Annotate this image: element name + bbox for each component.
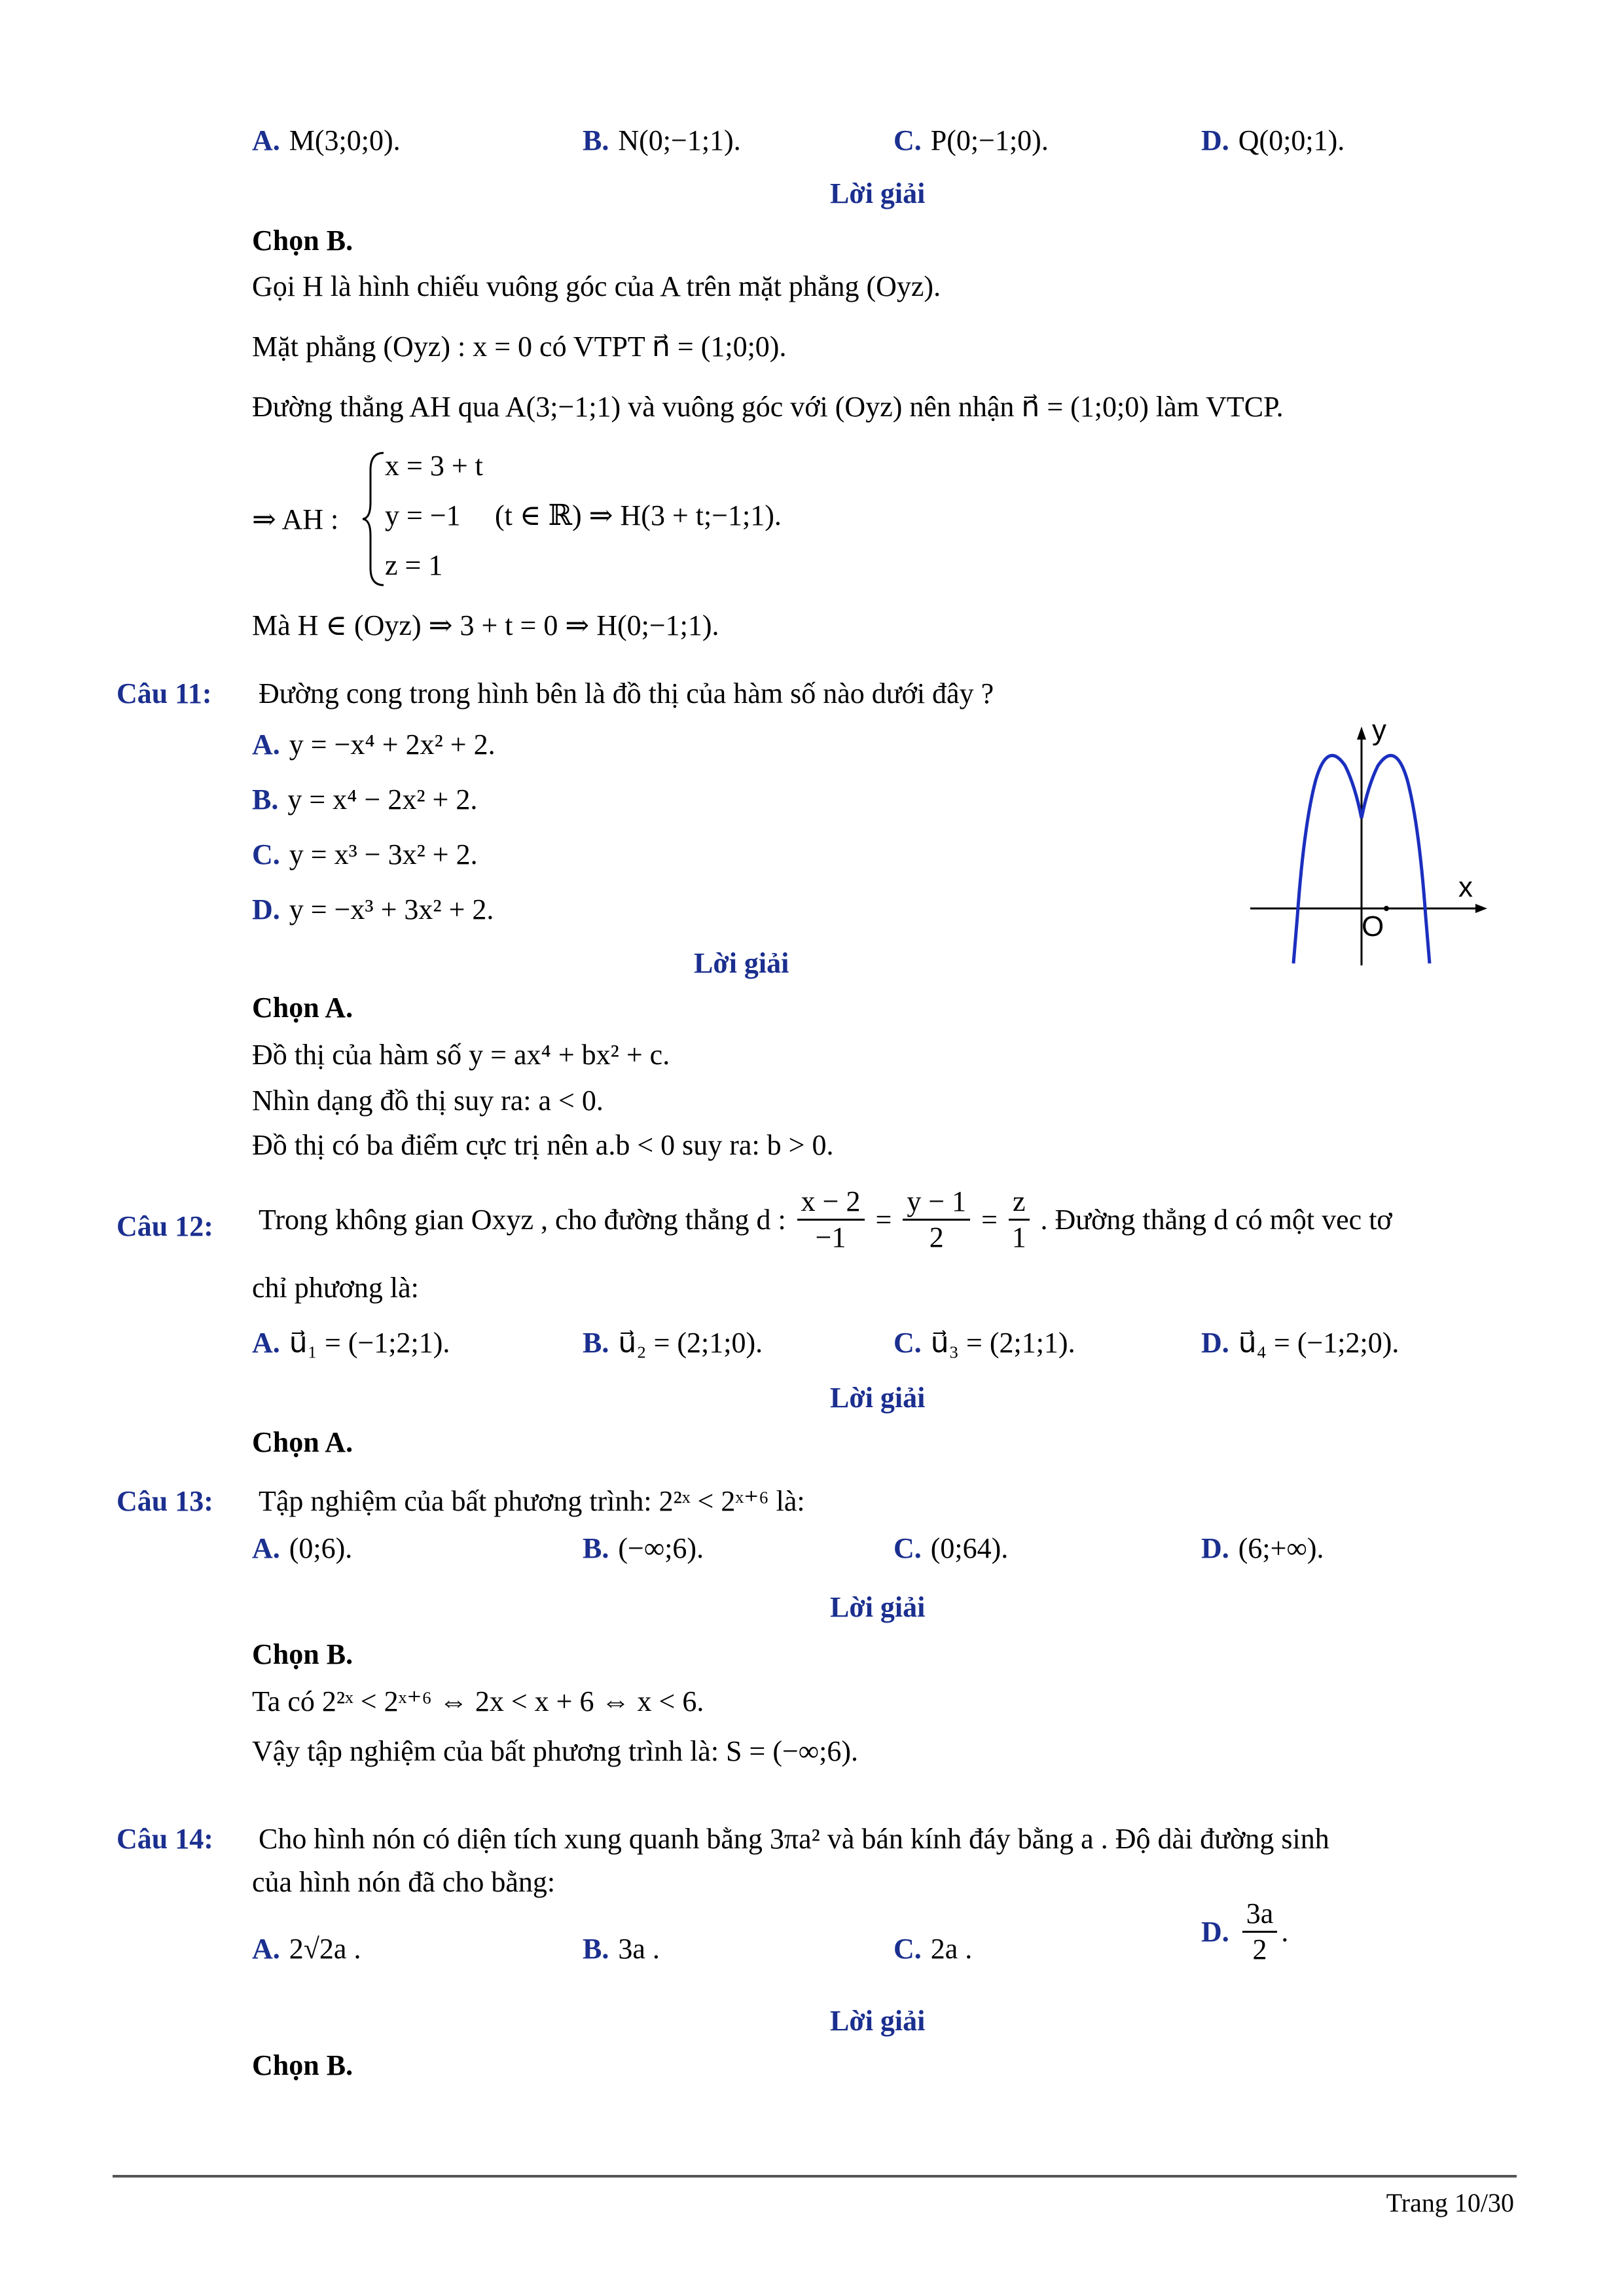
q13-option-a: A. (0;6). xyxy=(252,1532,353,1564)
q12-label: Câu 12: xyxy=(117,1210,213,1242)
q14-option-d: D. $\frac{3a}{2}$ . xyxy=(1201,1897,1289,1965)
q12-option-b: B. u⃗₂ = (2;1;0). xyxy=(583,1327,763,1359)
x-axis-arrow-icon xyxy=(1475,904,1487,913)
q10-line-3: Đường thẳng AH qua A(3;−1;1) và vuông góc với (Oyz) nên nhận n⃗ = (1;0;0) làm VTCP. xyxy=(252,391,1284,423)
q12-option-d: D. u⃗₄ = (−1;2;0). xyxy=(1201,1327,1399,1359)
q14-option-a: A. 2√2a . xyxy=(252,1933,361,1965)
q11-option-c: C. y = x³ − 3x² + 2. xyxy=(252,838,478,870)
q14-choose: Chọn B. xyxy=(252,2049,353,2081)
q10-system-tail: (t ∈ ℝ) ⇒ H(3 + t;−1;1). xyxy=(495,499,782,531)
q13-solution-title: Lời giải xyxy=(830,1591,926,1623)
q12-option-c: C. u⃗₃ = (2;1;1). xyxy=(893,1327,1075,1359)
q11-label: Câu 11: xyxy=(117,677,212,709)
q13-option-b: B. (−∞;6). xyxy=(583,1532,704,1564)
q14-question-line-1: Cho hình nón có diện tích xung quanh bằng 3πa² và bán kính đáy bằng a . Độ dài đường sinh xyxy=(259,1823,1329,1855)
q10-option-d: D. Q(0;0;1). xyxy=(1201,124,1345,156)
q11-option-b: B. y = x⁴ − 2x² + 2. xyxy=(252,783,478,816)
q14-solution-title: Lời giải xyxy=(830,2005,926,2037)
q10-system-eq-1: x = 3 + t xyxy=(385,450,483,482)
q10-system-eq-3: z = 1 xyxy=(385,549,443,581)
q10-line-1: Gọi H là hình chiếu vuông góc của A trên mặt phẳng (Oyz). xyxy=(252,270,941,302)
q10-system-lead: ⇒ AH : xyxy=(252,503,339,535)
q10-system-eq-2: y = −1 xyxy=(385,499,461,531)
q10-line-conclusion: Mà H ∈ (Oyz) ⇒ 3 + t = 0 ⇒ H(0;−1;1). xyxy=(252,609,719,641)
graph-point xyxy=(1384,906,1389,911)
q13-line-1: Ta có 2²ˣ < 2ˣ⁺⁶ ⇔ 2x < x + 6 ⇔ x < 6. xyxy=(252,1685,704,1717)
q14-option-d-fraction: $\frac{3a}{2}$ xyxy=(1242,1897,1278,1967)
q11-line-1: Đồ thị của hàm số y = ax⁴ + bx² + c. xyxy=(252,1039,670,1071)
q13-label: Câu 13: xyxy=(117,1485,213,1517)
q12-question: Trong không gian Oxyz , cho đường thẳng d : $\frac{x - 2}{-1}$ = $\frac{y - 1}{2}$ = $\frac{z}{1}$ . Đường thẳng d có một vec tơ xyxy=(259,1185,1392,1253)
q13-option-c: C. (0;64). xyxy=(893,1532,1009,1564)
x-axis-label: x xyxy=(1458,871,1473,903)
q10-option-c: C. P(0;−1;0). xyxy=(893,124,1049,156)
q12-solution-title: Lời giải xyxy=(830,1382,926,1414)
q11-question: Đường cong trong hình bên là đồ thị của hàm số nào dưới đây ? xyxy=(259,677,994,709)
q11-choose: Chọn A. xyxy=(252,992,353,1024)
q11-line-2: Nhìn dạng đồ thị suy ra: a < 0. xyxy=(252,1085,604,1117)
q12-question-line-2: chỉ phương là: xyxy=(252,1272,419,1304)
q10-option-a: A. M(3;0;0). xyxy=(252,124,401,156)
q14-label: Câu 14: xyxy=(117,1823,213,1855)
q12-fraction-1: $\frac{x - 2}{-1}$ xyxy=(797,1185,865,1255)
q14-question-line-2: của hình nón đã cho bằng: xyxy=(252,1866,556,1898)
y-axis-label: y xyxy=(1372,720,1386,746)
q12-fraction-2: $\frac{y - 1}{2}$ xyxy=(903,1185,970,1255)
q14-option-c: C. 2a . xyxy=(893,1933,973,1965)
q10-line-2: Mặt phẳng (Oyz) : x = 0 có VTPT n⃗ = (1;0;0). xyxy=(252,331,787,363)
q13-question: Tập nghiệm của bất phương trình: 2²ˣ < 2ˣ⁺⁶ là: xyxy=(259,1485,805,1517)
q11-line-3: Đồ thị có ba điểm cực trị nên a.b < 0 suy ra: b > 0. xyxy=(252,1129,834,1161)
q11-graph xyxy=(1244,720,1492,969)
footer-divider xyxy=(113,2175,1517,2178)
q10-solution-title: Lời giải xyxy=(830,177,926,209)
q11-option-d: D. y = −x³ + 3x² + 2. xyxy=(252,893,494,925)
q13-option-d: D. (6;+∞). xyxy=(1201,1532,1324,1564)
q13-choose: Chọn B. xyxy=(252,1638,353,1670)
q12-fraction-3: $\frac{z}{1}$ xyxy=(1009,1185,1030,1255)
q11-option-a: A. y = −x⁴ + 2x² + 2. xyxy=(252,728,496,761)
q12-choose: Chọn A. xyxy=(252,1426,353,1458)
origin-label: O xyxy=(1362,910,1384,942)
page-number: Trang 10/30 xyxy=(1386,2188,1514,2217)
q12-option-a: A. u⃗₁ = (−1;2;1). xyxy=(252,1327,450,1359)
q10-choose: Chọn B. xyxy=(252,224,353,257)
q14-option-b: B. 3a . xyxy=(583,1933,660,1965)
q11-solution-title: Lời giải xyxy=(694,947,789,979)
q10-system-brace xyxy=(361,450,388,588)
q10-option-b: B. N(0;−1;1). xyxy=(583,124,741,156)
q13-line-2: Vậy tập nghiệm của bất phương trình là: S = (−∞;6). xyxy=(252,1735,859,1767)
y-axis-arrow-icon xyxy=(1357,726,1366,740)
